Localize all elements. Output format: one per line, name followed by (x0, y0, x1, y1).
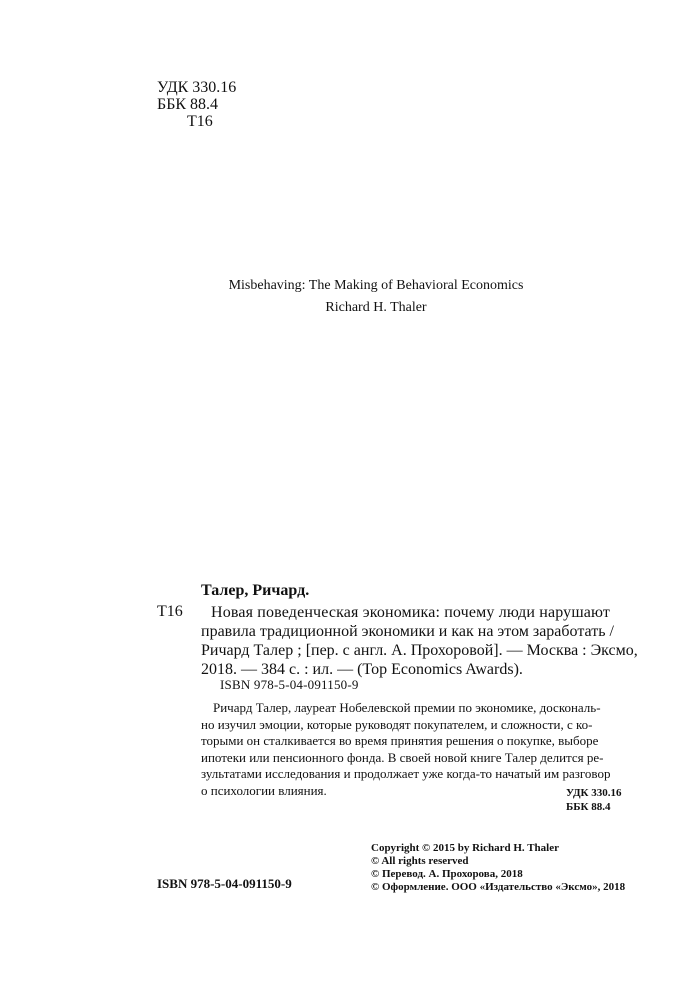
catalog-author-code: Т16 (157, 603, 183, 620)
isbn-bottom: ISBN 978-5-04-091150-9 (157, 876, 292, 891)
annotation-line: ипотеки или пенсионного фонда. В своей новой книге Талер делится ре- (201, 749, 604, 765)
small-udk-code: УДК 330.16 (566, 787, 622, 799)
bbk-code: ББК 88.4 (157, 96, 219, 113)
catalog-description-line: Новая поведенческая экономика: почему люди нарушают (211, 604, 611, 621)
copyright-block (371, 842, 625, 894)
catalog-description-line: 2018. — 384 с. : ил. — (Top Economics Awards). (201, 661, 523, 678)
copyright-line: © Оформление. ООО «Издательство «Эксмо», 2018 (371, 881, 626, 893)
annotation-line: зультатами исследования и продолжает уже когда-то начатый им разговор (201, 766, 611, 781)
udk-code: УДК 330.16 (157, 79, 237, 96)
annotation-line: о психологии влияния. (201, 782, 327, 798)
catalog-description (201, 603, 638, 679)
catalog-author: Талер, Ричард. (201, 582, 310, 599)
original-title: Misbehaving: The Making of Behavioral Economics (228, 278, 524, 293)
original-author: Richard H. Thaler (325, 300, 427, 315)
author-code: Т16 (187, 113, 213, 130)
catalog-isbn: ISBN 978-5-04-091150-9 (220, 677, 359, 692)
catalog-description-line: Ричард Талер ; [пер. с англ. А. Прохоровой]. — Москва : Эксмо, (201, 642, 638, 659)
small-bbk-code: ББК 88.4 (566, 801, 611, 813)
catalog-description-line: правила традиционной экономики и как на этом заработать / (201, 623, 614, 640)
annotation (201, 700, 623, 799)
annotation-line: Ричард Талер, лауреат Нобелевской премии по экономике, доскональ- (213, 700, 601, 715)
copyright-line: © All rights reserved (371, 855, 469, 867)
annotation-line: торыми он сталкивается во время принятия решения о покупке, выборе (201, 733, 599, 748)
copyright-line: Copyright © 2015 by Richard H. Thaler (371, 842, 559, 854)
copyright-line: © Перевод. А. Прохорова, 2018 (371, 868, 523, 880)
annotation-line: но изучил эмоции, которые руководят покупателем, и сложности, с ко- (201, 716, 593, 732)
